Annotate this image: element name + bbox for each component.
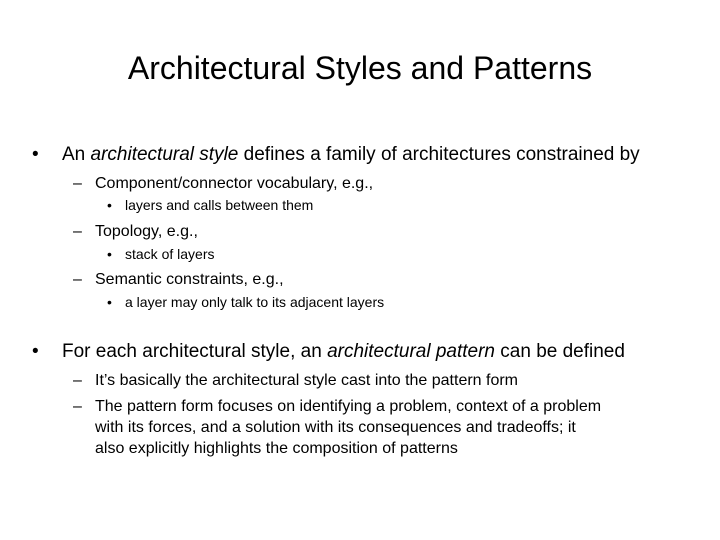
- sub-sub-bullet-marker: •: [107, 294, 112, 310]
- bullet-text-post: can be defined: [495, 341, 625, 362]
- bullet-text-pre: An: [62, 144, 91, 165]
- sub-bullet-marker: –: [73, 398, 82, 415]
- bullet-marker: •: [32, 341, 39, 362]
- sub-bullet-text: It’s basically the architectural style cast into the pattern form: [95, 372, 519, 389]
- bullet-text-emphasis: architectural pattern: [327, 341, 495, 362]
- sub-sub-bullet-text: a layer may only talk to its adjacent layers: [125, 294, 385, 310]
- sub-bullet-marker: –: [73, 175, 82, 192]
- bullet-text: [62, 340, 625, 364]
- sub-bullet-marker: –: [73, 372, 82, 389]
- sub-sub-bullet-marker: •: [107, 197, 112, 213]
- slide-title: Architectural Styles and Patterns: [127, 50, 593, 86]
- sub-bullet-text: Component/connector vocabulary, e.g.,: [95, 175, 374, 192]
- sub-sub-bullet-text: stack of layers: [125, 246, 215, 262]
- sub-sub-bullet-text: layers and calls between them: [125, 197, 314, 213]
- bullet-text-post: defines a family of architectures constrained by: [238, 144, 640, 165]
- sub-bullet-text-line: The pattern form focuses on identifying a problem, context of a problem: [95, 398, 602, 415]
- sub-bullet-text: Topology, e.g.,: [95, 223, 198, 240]
- sub-bullet-text: Semantic constraints, e.g.,: [95, 271, 284, 288]
- sub-bullet-text-line: also explicitly highlights the composition of patterns: [95, 440, 458, 457]
- bullet-text-pre: For each architectural style, an: [62, 341, 328, 362]
- sub-bullet-marker: –: [73, 223, 82, 240]
- bullet-marker: •: [32, 144, 39, 165]
- sub-sub-bullet-marker: •: [107, 246, 112, 262]
- bullet-text: [62, 143, 640, 167]
- bullet-text-emphasis: architectural style: [90, 144, 239, 165]
- sub-bullet-text-line: with its forces, and a solution with its consequences and tradeoffs; it: [95, 419, 576, 436]
- sub-bullet-marker: –: [73, 271, 82, 288]
